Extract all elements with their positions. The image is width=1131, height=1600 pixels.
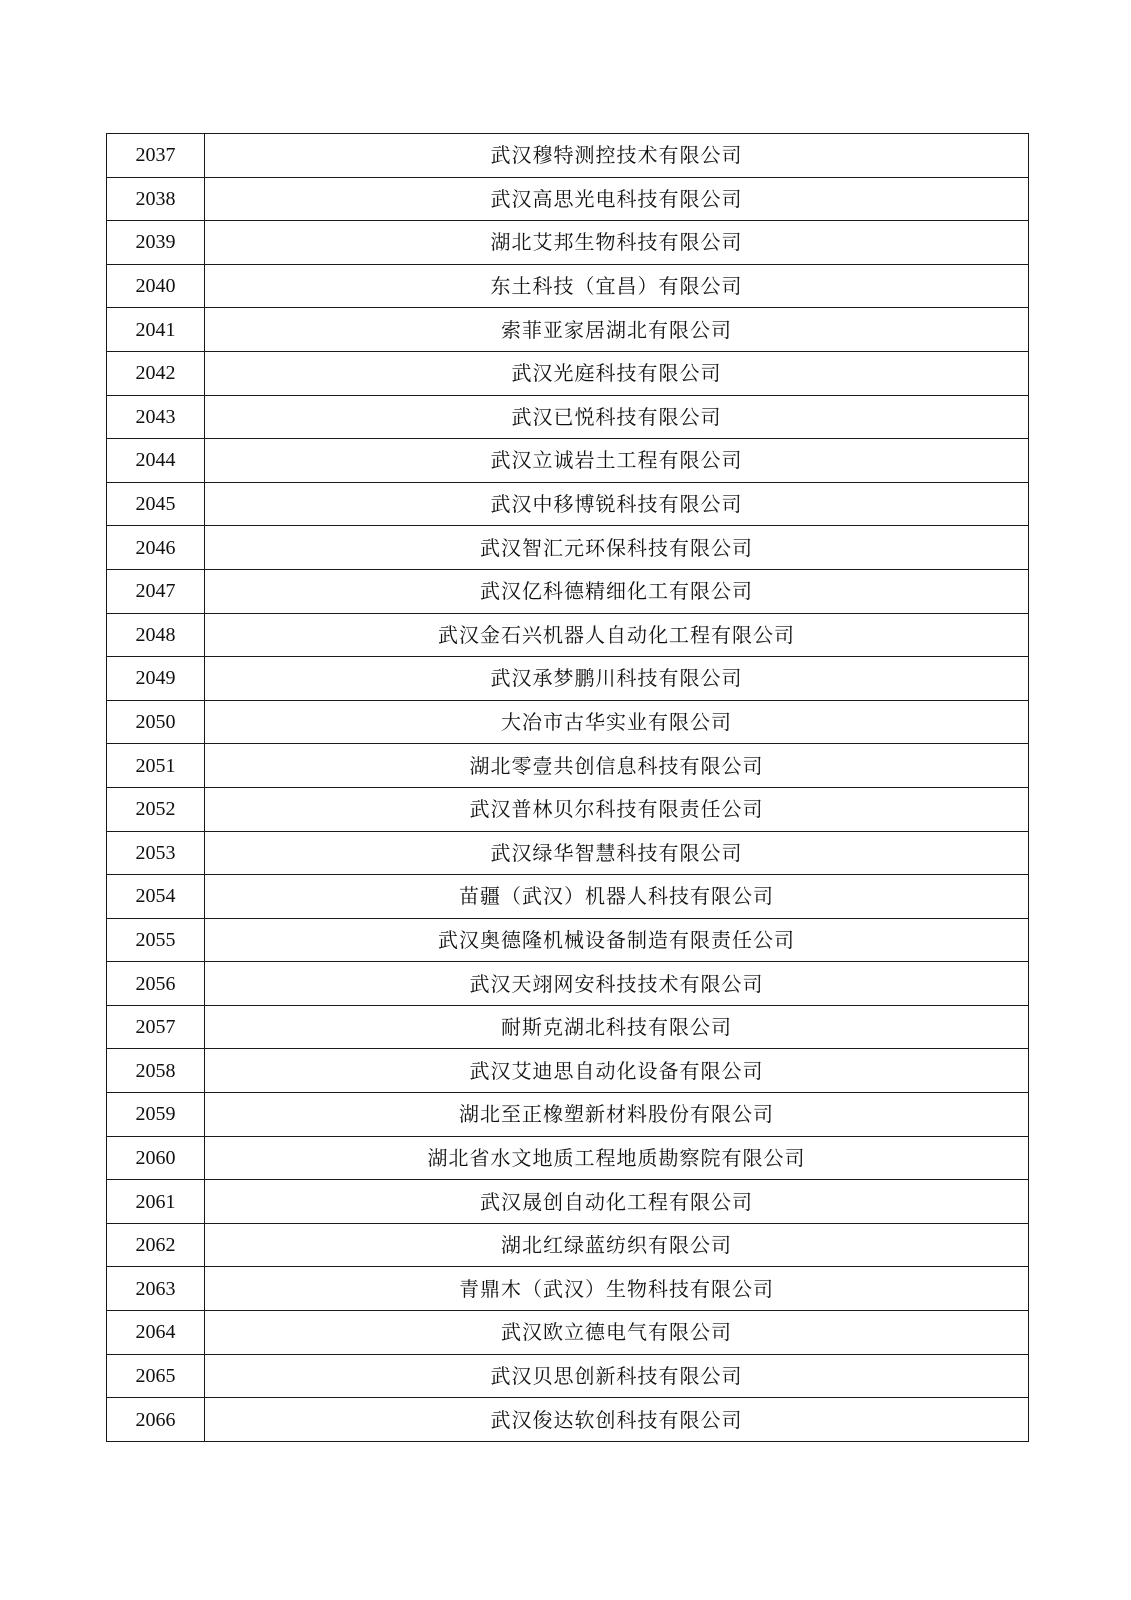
table-row	[107, 526, 1029, 570]
row-number: 2042	[107, 351, 205, 395]
row-number: 2062	[107, 1223, 205, 1267]
table-body	[107, 134, 1029, 1442]
company-name: 大冶市古华实业有限公司	[205, 700, 1029, 744]
company-name: 武汉已悦科技有限公司	[205, 395, 1029, 439]
company-name: 索菲亚家居湖北有限公司	[205, 308, 1029, 352]
row-number: 2046	[107, 526, 205, 570]
company-name: 武汉俊达软创科技有限公司	[205, 1398, 1029, 1442]
company-name: 东土科技（宜昌）有限公司	[205, 264, 1029, 308]
table-row	[107, 1180, 1029, 1224]
row-number: 2056	[107, 962, 205, 1006]
company-name: 武汉绿华智慧科技有限公司	[205, 831, 1029, 875]
row-number: 2049	[107, 657, 205, 701]
row-number: 2052	[107, 787, 205, 831]
table-row	[107, 787, 1029, 831]
row-number: 2054	[107, 875, 205, 919]
table-row	[107, 962, 1029, 1006]
table-row	[107, 264, 1029, 308]
row-number: 2041	[107, 308, 205, 352]
row-number: 2055	[107, 918, 205, 962]
table-row	[107, 351, 1029, 395]
table-row	[107, 1093, 1029, 1137]
row-number: 2044	[107, 439, 205, 483]
table-row	[107, 1311, 1029, 1355]
table-row	[107, 1223, 1029, 1267]
table-row	[107, 657, 1029, 701]
company-name: 湖北省水文地质工程地质勘察院有限公司	[205, 1136, 1029, 1180]
row-number: 2050	[107, 700, 205, 744]
company-list-table	[106, 133, 1029, 1442]
row-number: 2039	[107, 221, 205, 265]
company-name: 武汉立诚岩土工程有限公司	[205, 439, 1029, 483]
row-number: 2038	[107, 177, 205, 221]
table-row	[107, 221, 1029, 265]
table-row	[107, 395, 1029, 439]
company-name: 湖北至正橡塑新材料股份有限公司	[205, 1093, 1029, 1137]
company-name: 武汉晟创自动化工程有限公司	[205, 1180, 1029, 1224]
company-name: 湖北艾邦生物科技有限公司	[205, 221, 1029, 265]
company-name: 青鼎木（武汉）生物科技有限公司	[205, 1267, 1029, 1311]
row-number: 2064	[107, 1311, 205, 1355]
company-name: 武汉承梦鹏川科技有限公司	[205, 657, 1029, 701]
company-name: 武汉奥德隆机械设备制造有限责任公司	[205, 918, 1029, 962]
company-name: 耐斯克湖北科技有限公司	[205, 1005, 1029, 1049]
row-number: 2053	[107, 831, 205, 875]
row-number: 2045	[107, 482, 205, 526]
company-name: 武汉普林贝尔科技有限责任公司	[205, 787, 1029, 831]
table-row	[107, 918, 1029, 962]
table-row	[107, 1136, 1029, 1180]
row-number: 2063	[107, 1267, 205, 1311]
company-name: 武汉中移博锐科技有限公司	[205, 482, 1029, 526]
row-number: 2047	[107, 569, 205, 613]
table-row	[107, 1398, 1029, 1442]
table-row	[107, 177, 1029, 221]
row-number: 2040	[107, 264, 205, 308]
row-number: 2060	[107, 1136, 205, 1180]
company-name: 武汉穆特测控技术有限公司	[205, 134, 1029, 178]
row-number: 2061	[107, 1180, 205, 1224]
company-name: 武汉贝思创新科技有限公司	[205, 1354, 1029, 1398]
table-row	[107, 1267, 1029, 1311]
table-row	[107, 1005, 1029, 1049]
table-row	[107, 613, 1029, 657]
table-row	[107, 744, 1029, 788]
company-name: 武汉金石兴机器人自动化工程有限公司	[205, 613, 1029, 657]
row-number: 2043	[107, 395, 205, 439]
row-number: 2057	[107, 1005, 205, 1049]
company-name: 武汉天翊网安科技技术有限公司	[205, 962, 1029, 1006]
row-number: 2065	[107, 1354, 205, 1398]
table-row	[107, 439, 1029, 483]
table-row	[107, 875, 1029, 919]
row-number: 2051	[107, 744, 205, 788]
row-number: 2048	[107, 613, 205, 657]
table-row	[107, 831, 1029, 875]
row-number: 2066	[107, 1398, 205, 1442]
company-name: 武汉高思光电科技有限公司	[205, 177, 1029, 221]
company-name: 湖北零壹共创信息科技有限公司	[205, 744, 1029, 788]
row-number: 2059	[107, 1093, 205, 1137]
company-name: 武汉欧立德电气有限公司	[205, 1311, 1029, 1355]
row-number: 2058	[107, 1049, 205, 1093]
row-number: 2037	[107, 134, 205, 178]
table-row	[107, 134, 1029, 178]
company-name: 武汉亿科德精细化工有限公司	[205, 569, 1029, 613]
company-name: 武汉光庭科技有限公司	[205, 351, 1029, 395]
table-row	[107, 569, 1029, 613]
table-row	[107, 700, 1029, 744]
company-name: 武汉智汇元环保科技有限公司	[205, 526, 1029, 570]
table-row	[107, 482, 1029, 526]
company-name: 湖北红绿蓝纺织有限公司	[205, 1223, 1029, 1267]
company-name: 苗疆（武汉）机器人科技有限公司	[205, 875, 1029, 919]
company-name: 武汉艾迪思自动化设备有限公司	[205, 1049, 1029, 1093]
table-row	[107, 308, 1029, 352]
table-row	[107, 1049, 1029, 1093]
table-row	[107, 1354, 1029, 1398]
